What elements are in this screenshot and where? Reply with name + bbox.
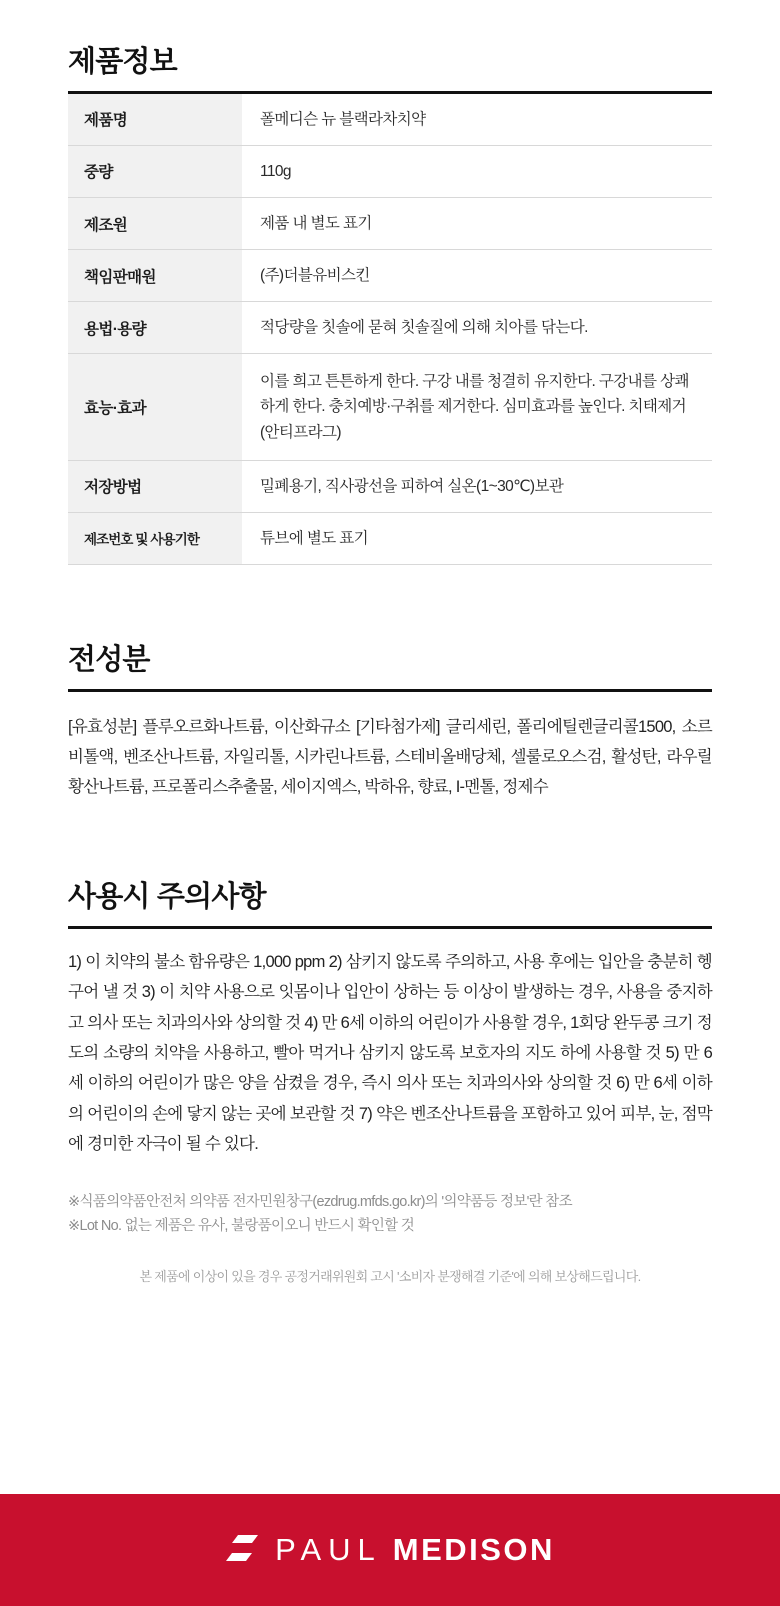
caution-heading: 사용시 주의사항	[68, 881, 266, 914]
ingredients-text: [유효성분] 플루오르화나트륨, 이산화규소 [기타첨가제] 글리세린, 폴리에틸렌글리콜1500, 소르비톨액, 벤조산나트륨, 자일리톨, 시카린나트륨, 스테비올배당체, 셀룰로오스검, 활성탄, 라우릴황산나트륨, 프로폴리스추출물, 세이지엑스, 박하유, 향료, I-멘톨, 정제수	[68, 717, 712, 796]
row-value: (주)더블유비스킨	[242, 250, 712, 302]
caution-section	[68, 818, 712, 1308]
bottom-spacer	[68, 1321, 712, 1491]
brand-logo	[225, 1532, 555, 1568]
table-row	[68, 460, 712, 512]
row-label: 용법·용량	[68, 302, 242, 354]
lightning-bolt-icon	[225, 1535, 259, 1566]
ingredients-heading: 전성분	[68, 643, 150, 676]
warranty-text: 본 제품에 이상이 있을 경우 공정거래위원회 고시 '소비자 분쟁해결 기준'에 의해 보상해드립니다.	[139, 1269, 641, 1285]
table-row	[68, 302, 712, 354]
table-row	[68, 145, 712, 197]
row-label: 효능·효과	[68, 354, 242, 460]
row-label: 제품명	[68, 94, 242, 146]
section-divider	[68, 689, 712, 692]
row-value: 폴메디슨 뉴 블랙라차치약	[242, 94, 712, 146]
table-row	[68, 198, 712, 250]
caution-text: 1) 이 치약의 불소 함유량은 1,000 ppm 2) 삼키지 않도록 주의하고, 사용 후에는 입안을 충분히 헹구어 낼 것 3) 이 치약 사용으로 잇몸이나 입안이 상하는 등 이상이 발생하는 경우, 사용을 중지하고 의사 또는 치과의사와 상의할 것 4) 만 6세 이하의 어린이가 사용할 경우, 1회당 완두콩 크기 정도의 소량의 치약을 사용하고, 빨아 먹거나 삼키지 않도록 보호자의 지도 하에 사용할 것 5) 만 6세 이하의 어린이가 많은 양을 삼켰을 경우, 즉시 의사 또는 치과의사와 상의할 것 6) 만 6세 이하의 어린이의 손에 닿지 않는 곳에 보관할 것 7) 약은 벤조산나트륨을 포함하고 있어 피부, 눈, 점막에 경미한 자극이 될 수 있다.	[68, 953, 712, 1154]
row-value: 튜브에 별도 표기	[242, 512, 712, 564]
row-value: 이를 희고 튼튼하게 한다. 구강 내를 청결히 유지한다. 구강내를 상쾌하게 한다. 충치예방·구취를 제거한다. 심미효과를 높인다. 치태제거(안티프라그)	[242, 354, 712, 460]
page-footer	[0, 1494, 780, 1606]
table-row	[68, 94, 712, 146]
section-divider	[68, 926, 712, 929]
caution-note-mfds: ※식품의약품안전처 의약품 전자민원창구(ezdrug.mfds.go.kr)의 '의약품등 정보'란 참조	[68, 1193, 572, 1210]
brand-name-primary: PAUL	[275, 1532, 382, 1567]
row-label: 제조원	[68, 198, 242, 250]
row-value: 적당량을 칫솔에 묻혀 칫솔질에 의해 치아를 닦는다.	[242, 302, 712, 354]
product-info-heading: 제품정보	[68, 46, 177, 78]
row-value: 밀폐용기, 직사광선을 피하여 실온(1~30℃)보관	[242, 460, 712, 512]
brand-name-secondary: MEDISON	[392, 1532, 555, 1567]
brand-wordmark	[275, 1532, 555, 1568]
table-row	[68, 250, 712, 302]
table-row	[68, 354, 712, 460]
row-label: 책임판매원	[68, 250, 242, 302]
caution-note-lot: ※Lot No. 없는 제품은 유사, 불랑품이오니 반드시 확인할 것	[68, 1218, 415, 1235]
ingredients-section	[68, 565, 712, 802]
row-label: 제조번호 및 사용기한	[68, 512, 242, 564]
caution-notes	[68, 1190, 712, 1240]
row-label: 중량	[68, 145, 242, 197]
product-info-table	[68, 94, 712, 565]
table-row	[68, 512, 712, 564]
row-label: 저장방법	[68, 460, 242, 512]
row-value: 제품 내 별도 표기	[242, 198, 712, 250]
row-value: 110g	[242, 145, 712, 197]
product-info-section	[68, 0, 712, 565]
